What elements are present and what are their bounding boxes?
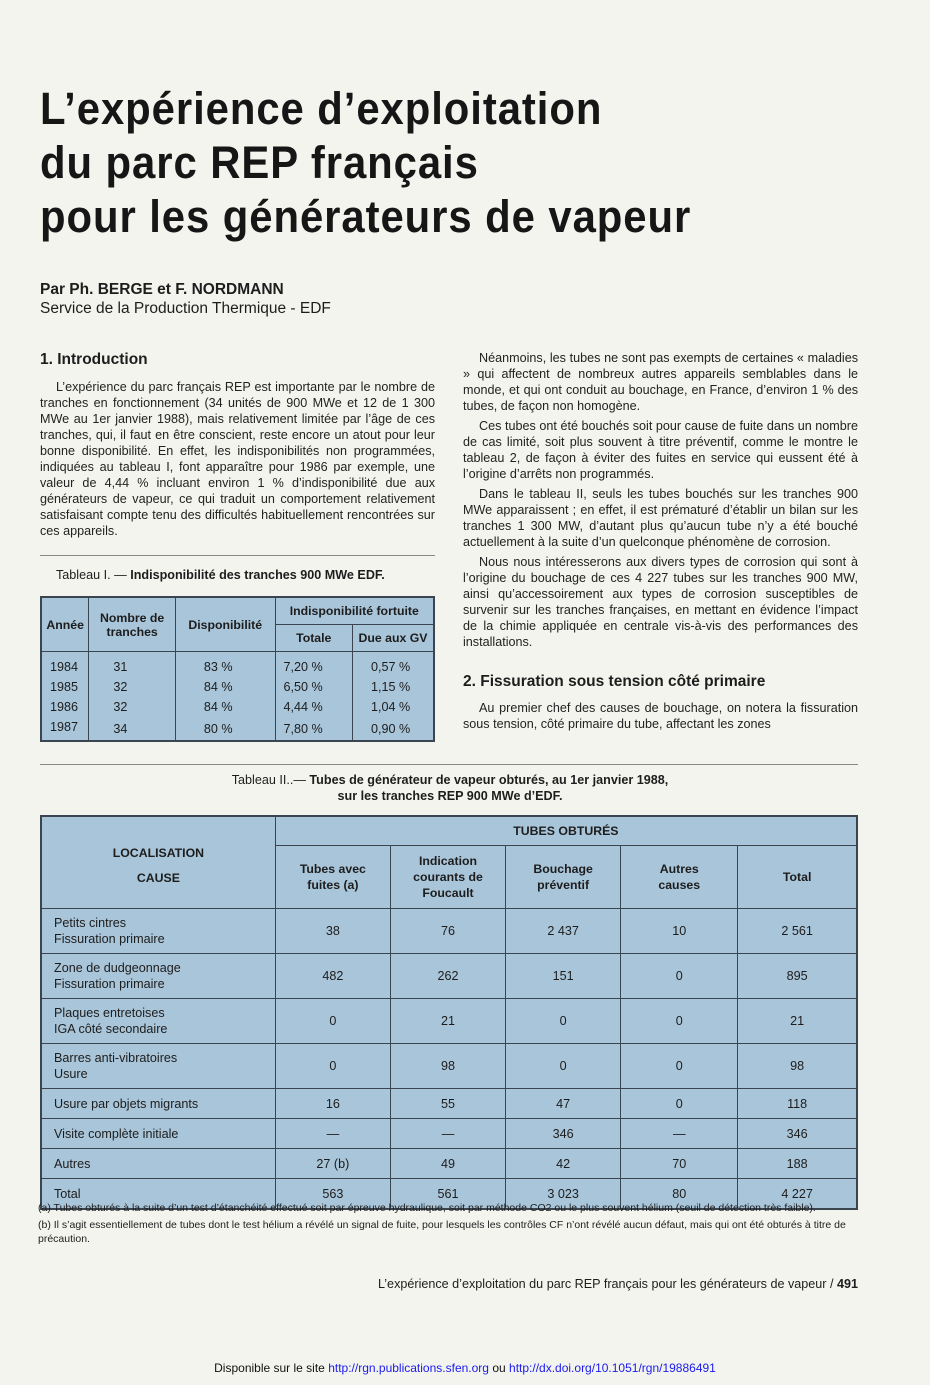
row-label: Zone de dudgeonnage Fissuration primaire [41, 954, 275, 999]
col-header-indispo: Indisponibilité fortuite [275, 597, 434, 625]
cell: 482 [275, 954, 390, 999]
cell: 563 [275, 1179, 390, 1210]
cell: 0 [506, 999, 621, 1044]
col-header-totale: Totale [275, 625, 352, 652]
cell: — [275, 1119, 390, 1149]
cell: 84 % [175, 697, 275, 717]
left-column [40, 350, 435, 539]
col-header-nombre: Nombre de tranches [89, 597, 176, 652]
title-line: du parc REP français [40, 137, 479, 188]
cell: — [621, 1119, 738, 1149]
table-2-caption: Tableau II..— Tubes de générateur de vapeur obturés, au 1er janvier 1988, sur les tranches REP 900 MWe d’EDF. [231, 773, 669, 803]
table-row [41, 717, 434, 741]
paragraph: Au premier chef des causes de bouchage, on notera la fissuration sous tension, côté primaire du tube, affectant les zones [463, 701, 858, 731]
cell: 0 [621, 954, 738, 999]
col-header-due-gv: Due aux GV [352, 625, 434, 652]
col-header-tubes-obtures: TUBES OBTURÉS [275, 816, 857, 846]
table-row [41, 677, 434, 697]
row-label: Petits cintres Fissuration primaire [41, 909, 275, 954]
paragraph: Nous nous intéresserons aux divers types de corrosion qui sont à l’origine du bouchage de ces 4 227 tubes sur les tranches 900 MW, ainsi qu’accessoirement aux types de corrosion susceptibles de survenir sur les tranches françaises, en mettant en évidence l’impact de la chimie appliquée en centrale vis-à-vis des performances des installations. [463, 555, 858, 649]
link-rgn[interactable]: http://rgn.publications.sfen.org [328, 1361, 489, 1375]
paragraph: Néanmoins, les tubes ne sont pas exempts de certaines « maladies » qui affectent de nombreux autres appareils semblables dans le monde, et qui ont conduit au bouchage, en France, d’environ 1 % des tubes, de façon non homogène. [463, 351, 858, 413]
cell: 1,04 % [352, 697, 434, 717]
table-row [41, 652, 434, 678]
cell: 118 [738, 1089, 857, 1119]
cell: 32 [89, 677, 176, 697]
cell: — [390, 1119, 505, 1149]
cell: 38 [275, 909, 390, 954]
cell: 0 [275, 1044, 390, 1089]
cell: 80 [621, 1179, 738, 1210]
section-2-heading: 2. Fissuration sous tension côté primaire [463, 673, 766, 690]
col-header-disponibilite: Disponibilité [175, 597, 275, 652]
note-a: (a) Tubes obturés à la suite d’un test d’étanchéité effectué soit par épreuve hydraulique, soit par méthode CO2 ou le plus souvent hélium (seuil de détection très faible). [38, 1202, 816, 1214]
cell: 42 [506, 1149, 621, 1179]
cell: 47 [506, 1089, 621, 1119]
table-notes [38, 1201, 858, 1249]
table-row [41, 1149, 857, 1179]
right-column [463, 350, 858, 732]
table-row [41, 1119, 857, 1149]
cell: 80 % [175, 717, 275, 741]
table-row [41, 697, 434, 717]
cell: 0 [506, 1044, 621, 1089]
cell: 346 [506, 1119, 621, 1149]
table-1-caption: Tableau I. — Indisponibilité des tranches 900 MWe EDF. [56, 568, 385, 582]
cell: 0 [275, 999, 390, 1044]
byline [40, 280, 331, 318]
section-1-heading: 1. Introduction [40, 351, 148, 368]
table-row [41, 1044, 857, 1089]
cell: 188 [738, 1149, 857, 1179]
cell: 0 [621, 1089, 738, 1119]
cell: 2 561 [738, 909, 857, 954]
cell: 151 [506, 954, 621, 999]
col-header-autres: Autres causes [621, 846, 738, 909]
cell: 346 [738, 1119, 857, 1149]
cell: 0,57 % [352, 652, 434, 678]
paragraph: Dans le tableau II, seuls les tubes bouchés sur les tranches 900 MWe apparaissent ; en effet, il est prématuré d’établir un bilan sur les tranches 1 300 MW, d’autant plus qu’aucun tube n’y a été bouché actuellement à la suite d’un quelconque phénomène de corrosion. [463, 487, 858, 549]
page-number: 491 [836, 1277, 858, 1291]
row-label: Total [41, 1179, 275, 1210]
footer-title: L’expérience d’exploitation du parc REP français pour les générateurs de vapeur / [377, 1277, 834, 1291]
paragraph: Ces tubes ont été bouchés soit pour cause de fuite dans un nombre de cas limité, soit plus souvent à titre préventif, comme le montre le tableau 2, de façon à éviter des fuites en service qui eussent été à l’origine d’arrêts non programmés. [463, 419, 858, 481]
cell: 1,15 % [352, 677, 434, 697]
row-label: Usure par objets migrants [41, 1089, 275, 1119]
cell: 49 [390, 1149, 505, 1179]
col-header-preventif: Bouchage préventif [506, 846, 621, 909]
cell: 262 [390, 954, 505, 999]
link-doi[interactable]: http://dx.doi.org/10.1051/rgn/19886491 [509, 1361, 716, 1375]
cell: 0,90 % [352, 717, 434, 741]
cell: 6,50 % [275, 677, 352, 697]
table-row [41, 1089, 857, 1119]
row-label: Autres [41, 1149, 275, 1179]
cell: 34 [89, 717, 176, 741]
cell: 0 [621, 1044, 738, 1089]
availability-line: Disponible sur le site http://rgn.publications.sfen.org ou http://dx.doi.org/10.1051/rgn/19886491 [214, 1361, 716, 1375]
col-header-foucault: Indication courants de Foucault [390, 846, 505, 909]
cell: 1985 [41, 677, 89, 697]
cell: 21 [738, 999, 857, 1044]
cell: 76 [390, 909, 505, 954]
divider [40, 555, 435, 556]
running-footer [290, 1277, 858, 1291]
col-header-localisation: LOCALISATION CAUSE [41, 816, 275, 909]
cell: 84 % [175, 677, 275, 697]
col-header-annee: Année [41, 597, 89, 652]
article-title [40, 82, 747, 244]
cell: 1987 [41, 717, 89, 741]
cell: 70 [621, 1149, 738, 1179]
cell: 83 % [175, 652, 275, 678]
row-label: Barres anti-vibratoires Usure [41, 1044, 275, 1089]
cell: 2 437 [506, 909, 621, 954]
cell: 1986 [41, 697, 89, 717]
cell: 21 [390, 999, 505, 1044]
cell: 98 [390, 1044, 505, 1089]
row-label: Visite complète initiale [41, 1119, 275, 1149]
table-1 [40, 596, 435, 742]
cell: 31 [89, 652, 176, 678]
col-header-fuites: Tubes avec fuites (a) [275, 846, 390, 909]
title-line: pour les générateurs de vapeur [40, 191, 692, 242]
cell: 27 (b) [275, 1149, 390, 1179]
table-row [41, 954, 857, 999]
cell: 7,80 % [275, 717, 352, 741]
cell: 3 023 [506, 1179, 621, 1210]
row-label: Plaques entretoises IGA côté secondaire [41, 999, 275, 1044]
affiliation: Service de la Production Thermique - EDF [40, 300, 331, 317]
cell: 10 [621, 909, 738, 954]
col-header-total: Total [738, 846, 857, 909]
cell: 895 [738, 954, 857, 999]
cell: 7,20 % [275, 652, 352, 678]
paragraph: L’expérience du parc français REP est importante par le nombre de tranches en fonctionnement (34 unités de 900 MWe et 12 de 1 300 MWe au 1er janvier 1988), mais relativement limitée par l’âge de ces tranches, qui, il faut en être conscient, reste encore un atout pour leur bonne disponibilité. En effet, les indisponibilités non programmées, indiquées au tableau I, font apparaître pour 1986 par exemple, une valeur de 4,44 % incluant environ 1 % d’indisponibilité due aux générateurs de vapeur, ce qui traduit un comportement relativement satisfaisant compte tenu des difficultés habituellement rencontrées sur ces appareils. [40, 380, 435, 538]
cell: 98 [738, 1044, 857, 1089]
cell: 4,44 % [275, 697, 352, 717]
cell: 4 227 [738, 1179, 857, 1210]
divider [40, 764, 858, 765]
cell: 55 [390, 1089, 505, 1119]
note-b: (b) Il s’agit essentiellement de tubes dont le test hélium a révélé un signal de fuite, pour lesquels les contrôles CF n’ont révélé aucun défaut, mais qui ont été obturés à titre de précaution. [38, 1219, 846, 1245]
table-2 [40, 815, 858, 1210]
cell: 16 [275, 1089, 390, 1119]
table-row [41, 909, 857, 954]
cell: 561 [390, 1179, 505, 1210]
title-line: L’expérience d’exploitation [40, 83, 603, 134]
cell: 0 [621, 999, 738, 1044]
authors: Par Ph. BERGE et F. NORDMANN [40, 281, 284, 298]
cell: 32 [89, 697, 176, 717]
cell: 1984 [41, 652, 89, 678]
table-row [41, 999, 857, 1044]
